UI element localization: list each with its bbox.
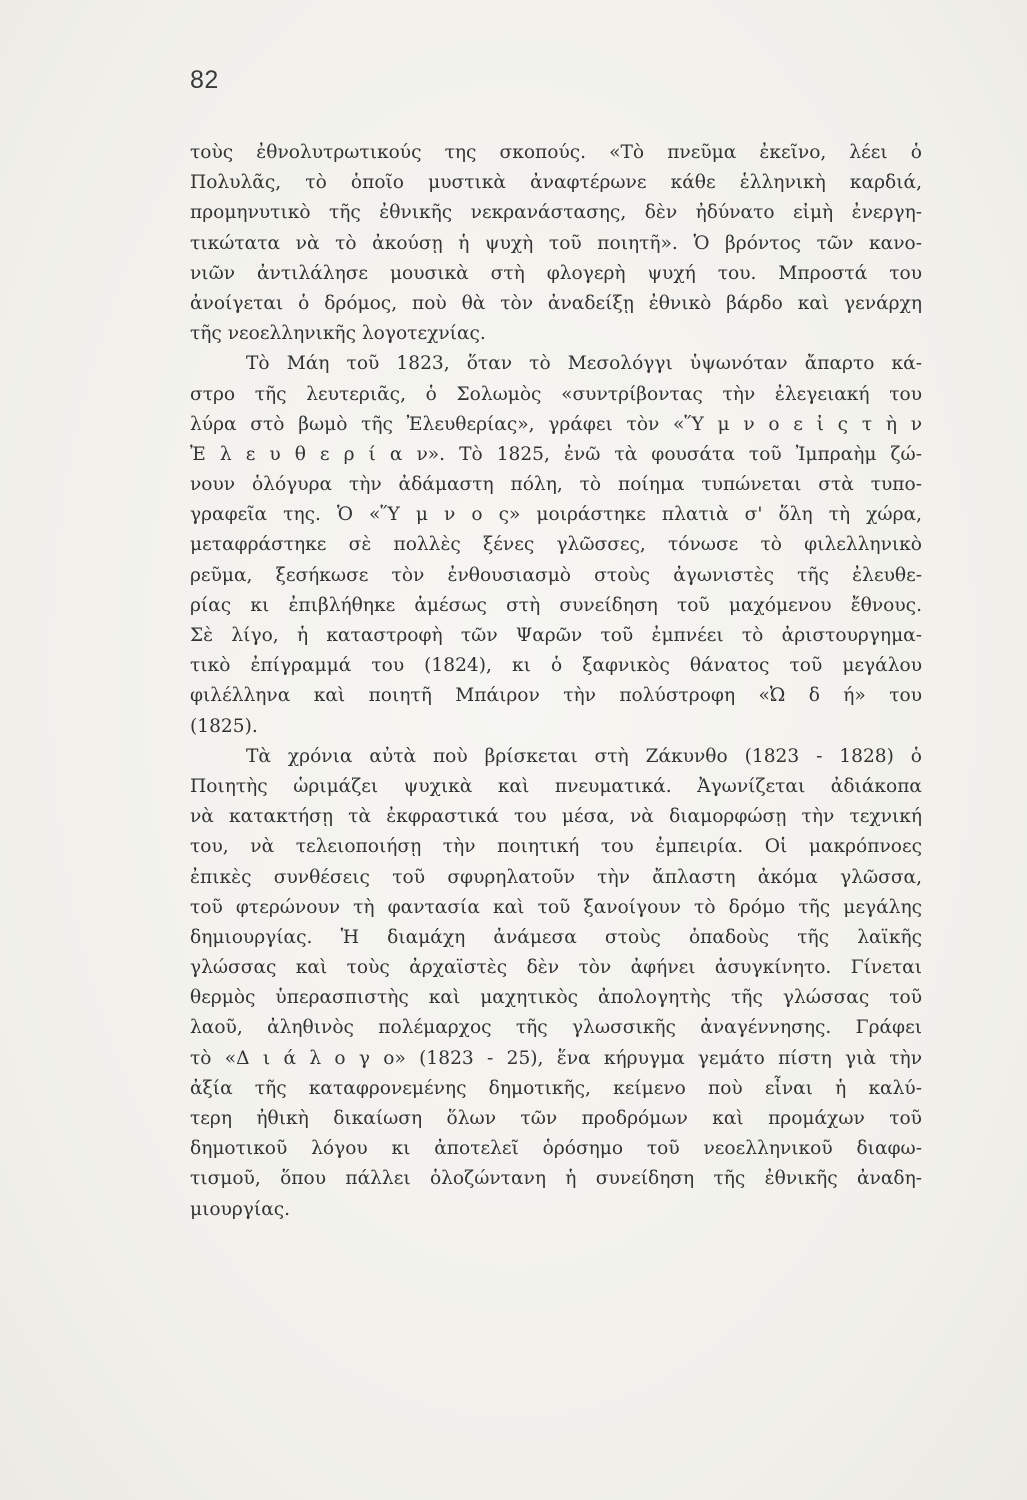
paragraph-2 xyxy=(190,349,922,741)
text-line: προμηνυτικὸ τῆς ἐθνικῆς νεκρανάστασης, δὲν ἠδύνατο εἰμὴ ἐνεργη- xyxy=(190,202,922,224)
text-line: φιλέλληνα καὶ ποιητῆ Μπάιρον τὴν πολύστροφη «Ὠ δ ή» του xyxy=(190,685,922,707)
text-line: νὰ κατακτήσῃ τὰ ἐκφραστικά του μέσα, νὰ διαμορφώσῃ τὴν τεχνική xyxy=(190,806,922,828)
text-line: δημοτικοῦ λόγου κι ἀποτελεῖ ὁρόσημο τοῦ νεοελληνικοῦ διαφω- xyxy=(190,1138,922,1160)
text-line: νιῶν ἀντιλάλησε μουσικὰ στὴ φλογερὴ ψυχή του. Μπροστά του xyxy=(190,262,922,284)
text-line: Πολυλᾶς, τὸ ὁποῖο μυστικὰ ἀναφτέρωνε κάθε ἑλληνικὴ καρδιά, xyxy=(190,172,922,194)
text-line: Σὲ λίγο, ἡ καταστροφὴ τῶν Ψαρῶν τοῦ ἐμπνέει τὸ ἀριστουργημα- xyxy=(190,625,922,646)
text-line: τοῦ φτερώνουν τὴ φαντασία καὶ τοῦ ξανοίγουν τὸ δρόμο τῆς μεγάλης xyxy=(190,896,922,918)
text-line: γλώσσας καὶ τοὺς ἀρχαϊστὲς δὲν τὸν ἀφήνει ἀσυγκίνητο. Γίνεται xyxy=(190,957,922,979)
body-text xyxy=(190,138,922,1225)
text-line: τερη ἠθικὴ δικαίωση ὅλων τῶν προδρόμων καὶ προμάχων τοῦ xyxy=(190,1108,922,1129)
text-line: Ποιητὴς ὡριμάζει ψυχικὰ καὶ πνευματικά. Ἀγωνίζεται ἀδιάκοπα xyxy=(190,775,922,797)
paragraph-1 xyxy=(190,138,922,349)
text-line: Τὸ Μάη τοῦ 1823, ὅταν τὸ Μεσολόγγι ὑψωνόταν ἄπαρτο κά- xyxy=(246,353,922,375)
text-line: Τὰ χρόνια αὐτὰ ποὺ βρίσκεται στὴ Ζάκυνθο (1823 - 1828) ὁ xyxy=(246,745,922,767)
text-line: του, νὰ τελειοποιήσῃ τὴν ποιητική του ἐμπειρία. Οἱ μακρόπνοες xyxy=(190,836,922,858)
text-line: γραφεῖα της. Ὁ «Ὕ μ ν ο ς» μοιράστηκε πλατιὰ σ' ὅλη τὴ χώρα, xyxy=(190,504,922,526)
text-line: νουν ὁλόγυρα τὴν ἀδάμαστη πόλη, τὸ ποίημα τυπώνεται στὰ τυπο- xyxy=(190,474,922,496)
text-line: τῆς νεοελληνικῆς λογοτεχνίας. xyxy=(190,323,486,345)
text-line: δημιουργίας. Ἡ διαμάχη ἀνάμεσα στοὺς ὀπαδοὺς τῆς λαϊκῆς xyxy=(190,926,922,948)
text-line: λαοῦ, ἀληθινὸς πολέμαρχος τῆς γλωσσικῆς ἀναγέννησης. Γράφει xyxy=(190,1017,922,1039)
text-line: μεταφράστηκε σὲ πολλὲς ξένες γλῶσσες, τόνωσε τὸ φιλελληνικὸ xyxy=(190,534,922,556)
text-line: τοὺς ἐθνολυτρωτικούς της σκοπούς. «Τὸ πνεῦμα ἐκεῖνο, λέει ὁ xyxy=(190,142,922,163)
text-line: θερμὸς ὑπερασπιστὴς καὶ μαχητικὸς ἀπολογητὴς τῆς γλώσσας τοῦ xyxy=(190,987,922,1009)
text-line: λύρα στὸ βωμὸ τῆς Ἐλευθερίας», γράφει τὸν «Ὕ μ ν ο ε ἰ ς τ ὴ ν xyxy=(190,413,922,435)
text-line: ἐπικὲς συνθέσεις τοῦ σφυρηλατοῦν τὴν ἄπλαστη ἀκόμα γλῶσσα, xyxy=(190,866,922,888)
text-line: τικὸ ἐπίγραμμά του (1824), κι ὁ ξαφνικὸς θάνατος τοῦ μεγάλου xyxy=(190,655,922,677)
text-line: ρεῦμα, ξεσήκωσε τὸν ἐνθουσιασμὸ στοὺς ἀγωνιστὲς τῆς ἐλευθε- xyxy=(190,564,922,586)
page-number: 82 xyxy=(190,66,219,94)
text-line: τὸ «Δ ι ά λ ο γ ο» (1823 - 25), ἕνα κήρυγμα γεμάτο πίστη γιὰ τὴν xyxy=(190,1047,922,1069)
text-line: ἀξία τῆς καταφρονεμένης δημοτικῆς, κείμενο ποὺ εἶναι ἡ καλύ- xyxy=(190,1077,922,1099)
text-line: Ἐ λ ε υ θ ε ρ ί α ν». Τὸ 1825, ἐνῶ τὰ φουσάτα τοῦ Ἰμπραὴμ ζώ- xyxy=(190,443,922,465)
text-line: ρίας κι ἐπιβλήθηκε ἀμέσως στὴ συνείδηση τοῦ μαχόμενου ἔθνους. xyxy=(190,594,922,616)
text-line: μιουργίας. xyxy=(190,1198,291,1220)
text-line: στρο τῆς λευτεριᾶς, ὁ Σολωμὸς «συντρίβοντας τὴν ἐλεγειακή του xyxy=(190,383,922,405)
text-line: τικώτατα νὰ τὸ ἀκούσῃ ἡ ψυχὴ τοῦ ποιητῆ». Ὁ βρόντος τῶν κανο- xyxy=(190,232,922,254)
text-line: ἀνοίγεται ὁ δρόμος, ποὺ θὰ τὸν ἀναδείξῃ ἐθνικὸ βάρδο καὶ γενάρχη xyxy=(190,292,922,314)
text-line: τισμοῦ, ὅπου πάλλει ὁλοζώντανη ἡ συνείδηση τῆς ἐθνικῆς ἀναδη- xyxy=(190,1168,922,1190)
paragraph-3 xyxy=(190,742,922,1225)
text-line: (1825). xyxy=(190,715,258,737)
